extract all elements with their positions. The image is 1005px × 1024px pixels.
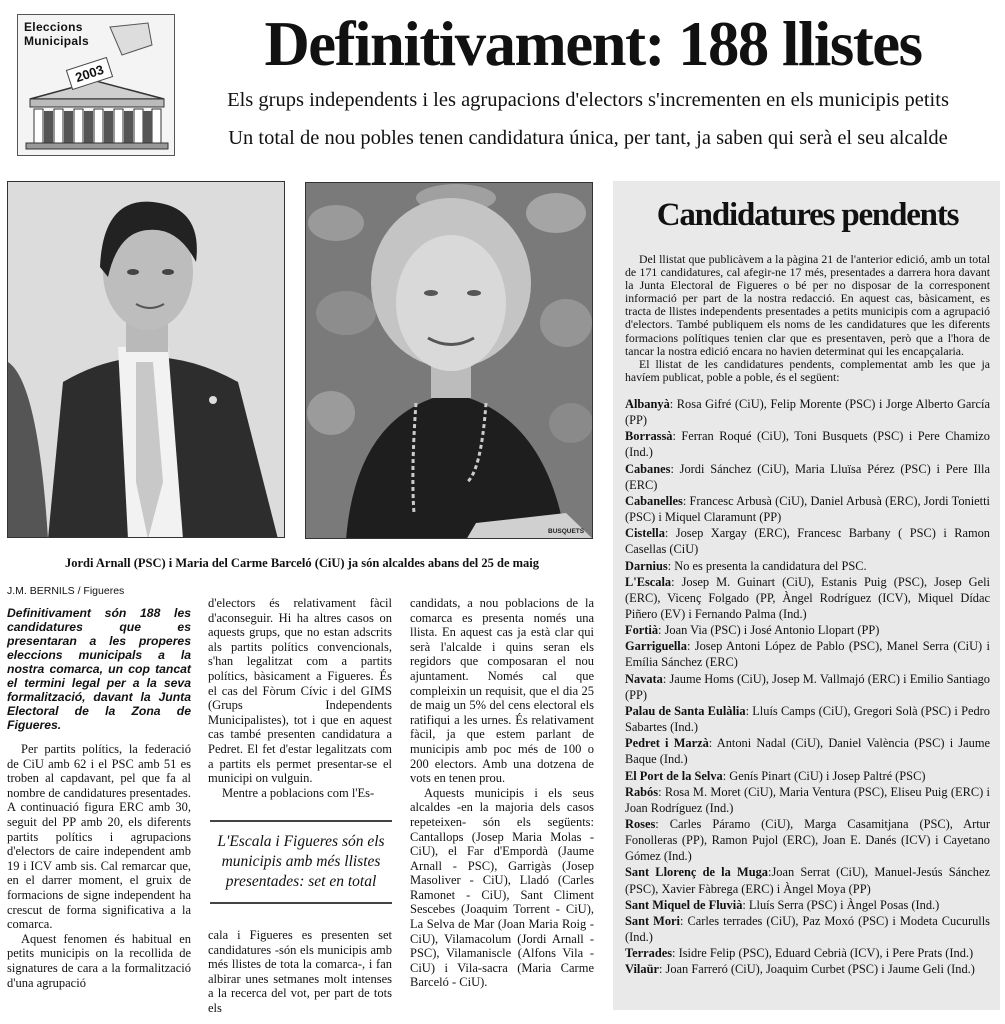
town-name: Cabanes xyxy=(625,461,671,476)
candidates-text: : Joan Farreró (CiU), Joaquim Curbet (PSC) i Jaume Geli (Ind.) xyxy=(658,962,975,977)
candidate-entry xyxy=(625,622,990,638)
town-name: Cistella xyxy=(625,526,665,541)
candidates-text: : Antoni Nadal (CiU), Daniel València (PSC) i Jaume Baque (Ind.) xyxy=(625,736,990,767)
article-lead: Definitivament són 188 les candidatures que es presentaran a les properes eleccions municipals a la nostra comarca, un cop tancat el termini legal per a la seva formalització, davant la Junta Electoral de la Zona de Figueres. xyxy=(7,606,191,732)
candidates-text: : Francesc Arbusà (CiU), Daniel Arbusà (ERC), Jordi Tonietti (PSC) i Miquel Claramunt (PP) xyxy=(625,493,990,525)
candidate-entry xyxy=(625,784,990,816)
candidates-text: : Lluís Camps (CiU), Gregori Solà (PSC) i Pedro Sabartes (Ind.) xyxy=(625,703,990,735)
sidebar-title: Candidatures pendents xyxy=(656,197,959,233)
town-name: Darnius xyxy=(625,558,668,573)
candidate-entry xyxy=(625,428,990,460)
pull-quote: L'Escala i Figueres són els municipis amb més llistes presentades: set en total xyxy=(210,820,392,904)
town-name: Vilaür xyxy=(625,962,659,977)
candidate-entry xyxy=(625,961,990,977)
article-paragraph: cala i Figueres es presenten set candidatures -són els municipis amb més llistes de tota la comarca-, i fan albirar unes setmanes molt intenses a la recerca del vot, per part de tots els xyxy=(208,928,392,1015)
town-name: El Port de la Selva xyxy=(625,768,723,783)
candidates-text: : Isidre Felip (PSC), Eduard Cebrià (ICV), i Pere Prats (Ind.) xyxy=(672,946,974,961)
candidates-text: : Josep M. Guinart (CiU), Estanis Puig (PSC), Josep Geli (ERC), Vicenç Folgado (PP, Àngel Rodríguez (ICV), Miquel Dídac Piñero (EV) i Fernando Palma (Ind.) xyxy=(625,574,990,621)
candidates-text: : Lluís Serra (PSC) i Àngel Posas (Ind.) xyxy=(742,897,940,912)
woman-portrait-image xyxy=(306,183,593,539)
article-column-2-continued xyxy=(208,928,392,1016)
candidate-entry xyxy=(625,671,990,703)
candidate-entry xyxy=(625,703,990,735)
town-name: L'Escala xyxy=(625,574,672,589)
candidates-text: : Carles Páramo (CiU), Marga Casamitjana (PSC), Artur Fonolleras (PP), Ramon Pujol (ERC), Joan E. Danés (ICV) i Cayetano Gómez (Ind.) xyxy=(625,817,990,864)
article-paragraph: Aquest fenomen és habitual en petits municipis on la recollida de signatures de cara a la formalització d'una agrupació xyxy=(7,931,191,990)
candidate-entry xyxy=(625,768,990,784)
candidate-entry xyxy=(625,638,990,670)
sidebar-box xyxy=(613,181,1000,1010)
logo-title xyxy=(24,20,89,48)
article-column-3 xyxy=(410,596,594,990)
candidate-entry xyxy=(625,396,990,428)
candidate-entry xyxy=(625,945,990,961)
town-name: Sant Llorenç de la Muga xyxy=(625,865,768,880)
elections-logo xyxy=(17,14,175,156)
byline: J.M. BERNILS / Figueres xyxy=(7,585,125,597)
town-name: Navata xyxy=(625,671,663,686)
photo-jordi-arnall xyxy=(7,181,285,538)
town-name: Cabanelles xyxy=(625,493,683,508)
headline: Definitivament: 188 llistes xyxy=(264,8,922,79)
article-column-1 xyxy=(7,606,191,990)
candidates-text: : Genís Pinart (CiU) i Josep Paltré (PSC) xyxy=(722,768,926,783)
town-name: Fortià xyxy=(625,623,659,638)
candidates-text: : Carles terrades (CiU), Paz Moxó (PSC) i Modeta Cucurulls (Ind.) xyxy=(625,913,990,945)
sidebar-paragraph: Del llistat que publicàvem a la pàgina 21 de l'anterior edició, amb un total de 171 candidatures, cal afegir-ne 17 més, presentades a darrera hora davant la Junta Electoral de Figueres o bé per no disposar de la corresponent informació per part de la nostra redacció. En aquest cas, bàsicament, es tracta de llistes independents presentades a petits municipis com a agrupació d'electors. També publiquem els noms de les candidatures que les diferents formacions polítiques tenien clar que es presentaven, però que a l'hora de tancar la nostra edició encara no havien determinat qui les encapçalaria. xyxy=(625,252,990,358)
town-name: Palau de Santa Eulàlia xyxy=(625,703,746,718)
candidate-entry xyxy=(625,574,990,622)
photo-maria-carme-barcelo xyxy=(305,182,593,539)
candidate-entry xyxy=(625,525,990,557)
candidate-list xyxy=(625,396,990,978)
article-paragraph: Per partits polítics, la federació de CiU amb 62 i el PSC amb 51 es troben al capdavant, pel que fa al nombre de candidatures presentades. A continuació figura ERC amb 30, seguit del PP amb 20, els diferents partits polítics i agrupacions d'electors de caire independent amb 19 i ICV amb sis. Cal remarcar que, en el darrer moment, el gruix de formacions de signe independent ha crescut de forma significativa a la comarca. xyxy=(7,742,191,932)
deck-line-1: Els grups independents i les agrupacions d'electors s'incrementen en els municipis petits xyxy=(227,89,949,111)
candidates-text: : Rosa Gifré (CiU), Felip Morente (PSC) i Jorge Alberto García (PP) xyxy=(625,396,990,428)
candidates-text: : Josep Xargay (ERC), Francesc Barbany ( PSC) i Ramon Casellas (CiU) xyxy=(625,526,990,557)
logo-year: 2003 xyxy=(66,57,113,90)
town-name: Pedret i Marzà xyxy=(625,736,709,751)
candidate-entry xyxy=(625,816,990,864)
candidate-entry xyxy=(625,864,990,896)
sidebar-intro xyxy=(625,253,990,384)
candidates-text: : No es presenta la candidatura del PSC. xyxy=(667,558,867,573)
town-name: Sant Miquel de Fluvià xyxy=(625,897,743,912)
candidate-entry xyxy=(625,735,990,767)
candidate-entry xyxy=(625,461,990,493)
candidates-text: :Joan Serrat (CiU), Manuel-Jesús Sánchez (PSC), Xavier Fàbrega (ERC) i Àngel Moya (PP) xyxy=(625,865,990,896)
town-name: Sant Mori xyxy=(625,913,680,928)
candidates-text: : Josep Antoni López de Pablo (PSC), Manel Serra (CiU) i Emília Sánchez (ERC) xyxy=(625,639,990,670)
logo-line-2: Municipals xyxy=(24,34,90,48)
article-paragraph: Mentre a poblacions com l'Es- xyxy=(222,785,375,800)
candidate-entry xyxy=(625,897,990,913)
photo-credit: BUSQUETS xyxy=(548,528,585,535)
candidate-entry xyxy=(625,493,990,525)
candidates-text: : Jaume Homs (CiU), Josep M. Vallmajó (ERC) i Emilio Santiago (PP) xyxy=(625,671,990,702)
candidates-text: : Ferran Roqué (CiU), Toni Busquets (PSC) i Pere Chamizo (Ind.) xyxy=(625,429,990,460)
candidates-text: : Joan Via (PSC) i José Antonio Llopart (PP) xyxy=(658,623,880,638)
sidebar-paragraph: El llistat de les candidatures pendents, complementat amb les que ja havíem publicat, poble a poble, és el següent: xyxy=(625,356,990,384)
article-paragraph: Aquests municipis i els seus alcaldes -en la majoria dels casos repeteixen- són els següents: Cantallops (Josep Maria Molas - CiU), el Far d'Empordà (Jaume Arnall - PSC), Garrigàs (Josep Masoliver - CiU), Lladó (Carles Ramonet - CiU), Sant Climent Sescebes (Joaquim Torrent - CiU), La Selva de Mar (Joan Maria Roig - CiU), Vilamacolum (Jordi Arnall - PSC), Vilamaniscle (Alfons Vila - CiU) i Vila-sacra (Maria Carme Barceló - CiU). xyxy=(410,785,594,990)
photo-caption: Jordi Arnall (PSC) i Maria del Carme Barceló (CiU) ja són alcaldes abans del 25 de maig xyxy=(64,556,540,570)
town-name: Garriguella xyxy=(625,639,687,654)
candidate-entry xyxy=(625,913,990,945)
article-paragraph: d'electors és relativament fàcil d'aconseguir. Hi ha altres casos on aquests grups, que no estan adscrits als partits polítics convencionals, s'han legalitzat com a partits polítics, bàsicament a Figueres. És el cas del Fòrum Cívic i del GIMS (Grups Independents Municipalistes), tot i que en aquest cas també presenten candidatura a Pedret. El fet d'estar legalitzats com a partits els permet presentar-se el municipi on vulguin. xyxy=(208,596,392,786)
candidates-text: : Jordi Sánchez (CiU), Maria Lluïsa Pérez (PSC) i Pere Illa (ERC) xyxy=(625,461,990,492)
town-name: Terrades xyxy=(625,946,673,961)
town-name: Borrassà xyxy=(625,429,673,444)
town-name: Roses xyxy=(625,817,656,831)
town-name: Albanyà xyxy=(625,396,670,411)
logo-line-1: Eleccions xyxy=(24,20,83,34)
candidates-text: : Rosa M. Moret (CiU), Maria Ventura (PSC), Eliseu Puig (ERC) i Joan Rodríguez (Ind.) xyxy=(625,784,990,815)
article-column-2 xyxy=(208,596,392,800)
town-name: Rabós xyxy=(625,784,659,799)
article-paragraph: candidats, a nou poblacions de la comarca es presenta només una llista. En aquest cas ja està clar qui serà l'alcalde i quins seran els regidors que composaran el nou ajuntament. Només cal que compleixin un requisit, que el dia 25 de maig un 5% del cens electoral els ratifiqui a les urnes. És relativament fàcil, ja que estem parlant de municipis amb poc més de 100 o 200 electors. Amb una dotzena de vots en tenen prou. xyxy=(410,596,594,786)
man-portrait-image xyxy=(8,182,285,538)
candidate-entry xyxy=(625,558,990,574)
deck-line-2: Un total de nou pobles tenen candidatura única, per tant, ja saben qui serà el seu alcalde xyxy=(228,127,948,149)
